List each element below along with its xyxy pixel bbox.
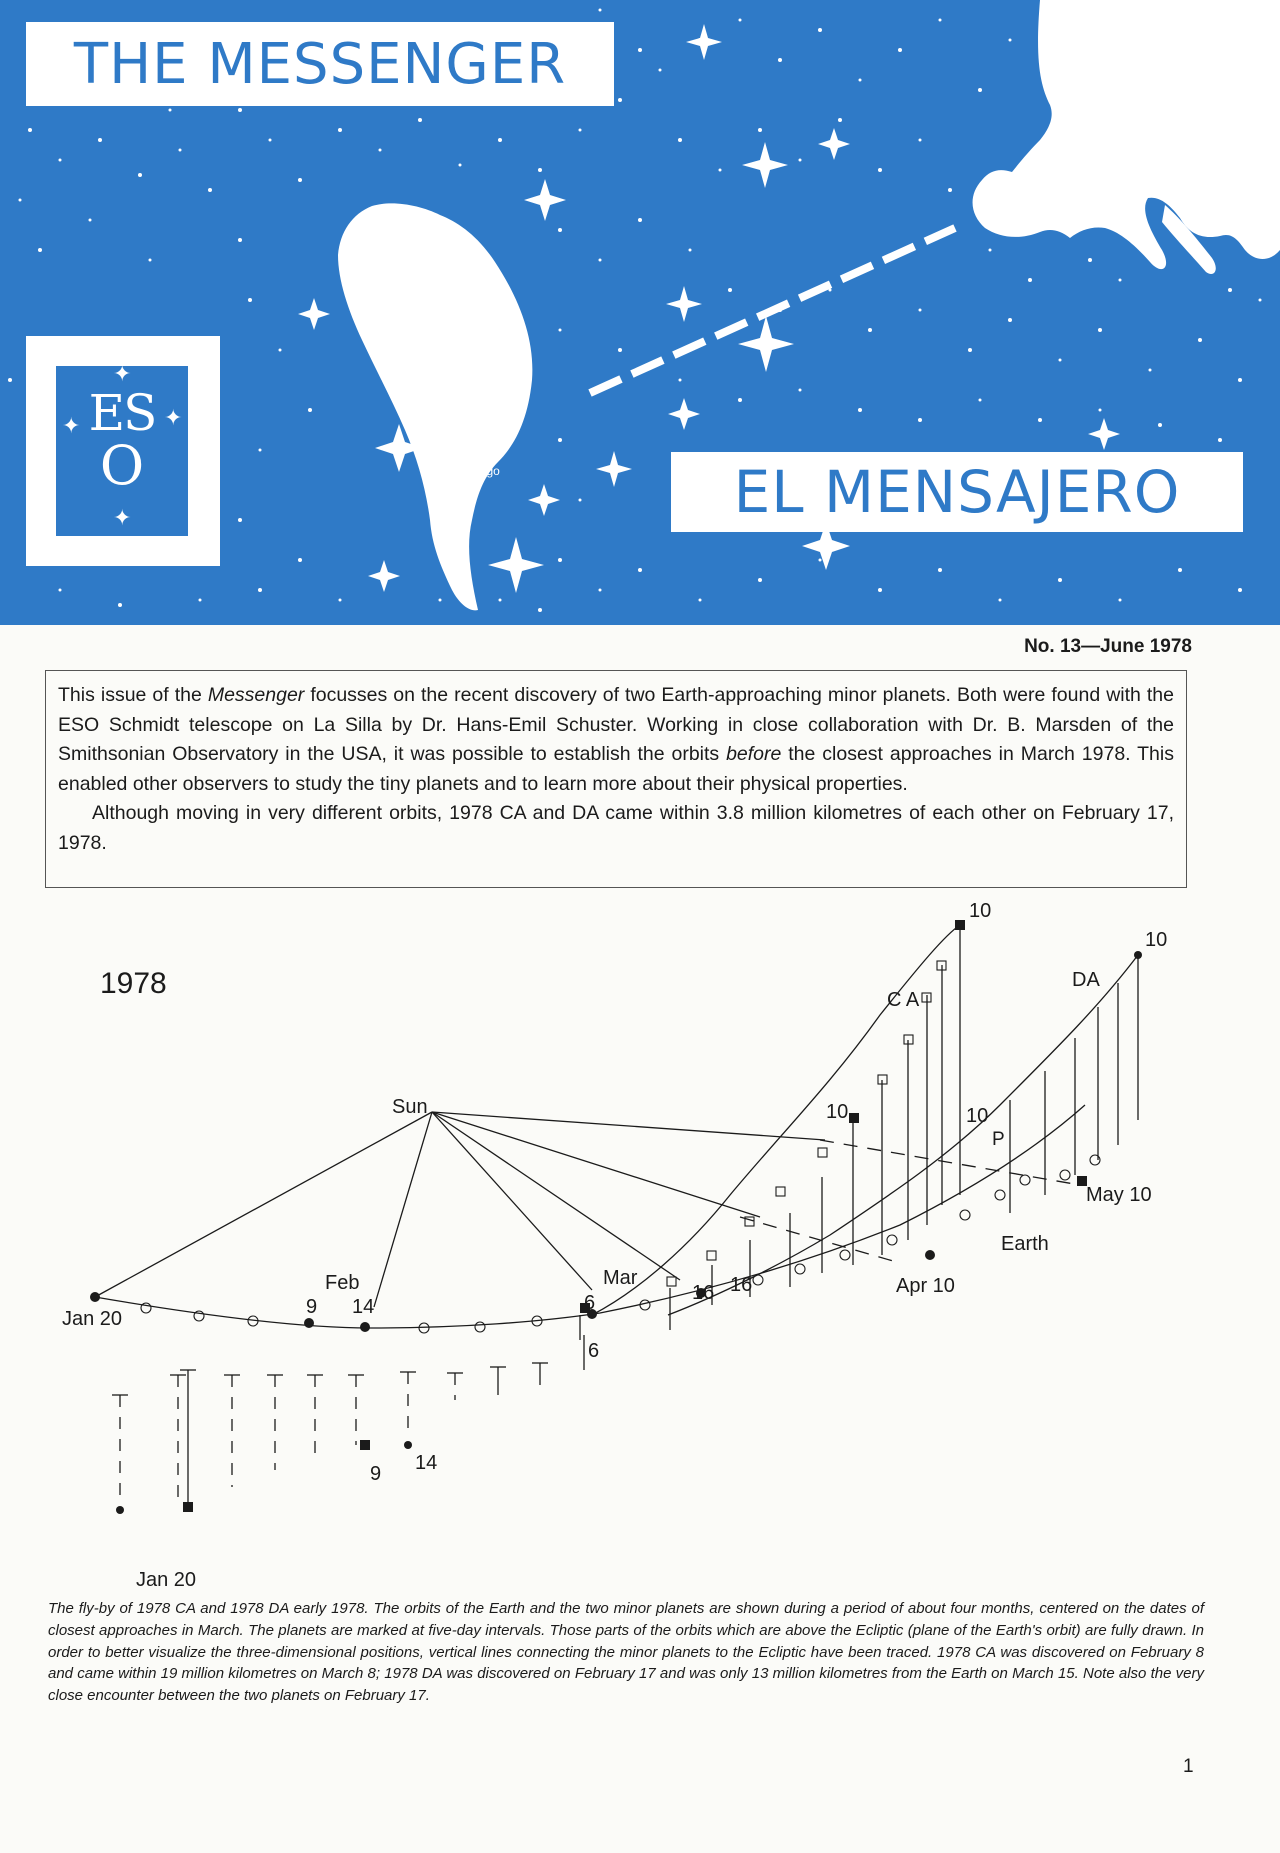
route-line bbox=[590, 228, 955, 393]
intro-paragraph-1: This issue of the Messenger focusses on the recent discovery of two Earth-approaching minor planets. Both were found with the ESO Schmidt telescope on La Silla by Dr. Hans-Emil Schuster. Working in close collaboration with Dr. B. Marsden of the Smithsonian Observatory in the USA, it was possible to establish the orbits before the closest approaches in March 1978. This enabled other observers to study the tiny planets and to learn more about their physical properties. bbox=[58, 684, 1175, 795]
ca-feb9-marker bbox=[360, 1440, 370, 1450]
feb14-below-marker bbox=[404, 1441, 412, 1449]
earth-jan20-marker bbox=[90, 1292, 100, 1302]
eso-logo-o: O bbox=[99, 434, 145, 497]
place-geneva: ● Geneva bbox=[1123, 147, 1173, 161]
label-ca-10: 10 bbox=[969, 900, 992, 922]
label-apr10: Apr 10 bbox=[896, 1275, 955, 1297]
issue-number: No. 13—June 1978 bbox=[1024, 636, 1192, 657]
figure-caption: The fly-by of 1978 CA and 1978 DA early 1978. The orbits of the Earth and the two minor planets are shown during a period of about four months, centered on the dates of closest approaches in March. The planets are marked at five-day intervals. Those parts of the orbits which are above the Ecliptic (plane of the Earth's orbit) are fully drawn. In order to better visualize the three-dimensional positions, vertical lines connecting the minor planets to the Ecliptic have been traced. 1978 CA was discovered on February 8 and came within 19 million kilometres on March 8; 1978 DA was discovered on February 17 and was only 13 million kilometres from the Earth on March 15. Note also the very close encounter between the two planets on February 17. bbox=[48, 1600, 1204, 1705]
orbit-figure bbox=[0, 895, 1280, 1595]
label-jan20-below: Jan 20 bbox=[136, 1569, 197, 1591]
page-number: 1 bbox=[1183, 1756, 1194, 1777]
earth-apr10-marker bbox=[925, 1250, 935, 1260]
label-p: P bbox=[992, 1129, 1005, 1150]
ca-10-marker bbox=[955, 920, 965, 930]
label-may10: May 10 bbox=[1086, 1184, 1152, 1206]
logo-star-icon: ✦ bbox=[164, 406, 183, 431]
earth-feb14-marker bbox=[360, 1322, 370, 1332]
europe-shape bbox=[973, 0, 1280, 269]
title-english: THE MESSENGER bbox=[26, 22, 614, 106]
label-da: DA bbox=[1072, 969, 1100, 991]
label-14b: 14 bbox=[415, 1452, 438, 1474]
place-santiago: ● Santiago bbox=[444, 464, 500, 478]
figure-year: 1978 bbox=[100, 967, 167, 1000]
south-america-shape bbox=[338, 203, 532, 610]
jan20-below-marker bbox=[116, 1506, 124, 1514]
label-6: 6 bbox=[584, 1292, 596, 1314]
logo-star-icon: ✦ bbox=[62, 414, 81, 439]
below-ecliptic-drops bbox=[112, 1335, 584, 1507]
intro-box bbox=[45, 670, 1187, 888]
da-10-marker bbox=[1134, 951, 1142, 959]
label-14: 14 bbox=[352, 1296, 375, 1318]
label-9: 9 bbox=[306, 1296, 318, 1318]
logo-star-icon: ✦ bbox=[113, 506, 132, 531]
label-da-10: 10 bbox=[1145, 929, 1168, 951]
eso-logo bbox=[56, 362, 188, 536]
place-munich: ● Munich bbox=[1145, 130, 1192, 144]
label-ca: C A bbox=[887, 989, 920, 1011]
eso-logo-es: ES bbox=[88, 384, 156, 442]
label-9b: 9 bbox=[370, 1463, 382, 1485]
planet-positions bbox=[90, 920, 1142, 1514]
label-6b: 6 bbox=[588, 1340, 600, 1362]
label-earth: Earth bbox=[1001, 1233, 1049, 1255]
label-p-10: 10 bbox=[966, 1105, 989, 1127]
intro-paragraph-2: Although moving in very different orbits, 1978 CA and DA came within 3.8 million kilometres of each other on February 17, 1978. bbox=[58, 802, 1174, 854]
ca-jan20-marker bbox=[183, 1502, 193, 1512]
orbit-lines bbox=[95, 925, 1138, 1507]
title-spanish: EL MENSAJERO bbox=[671, 452, 1243, 532]
earth-feb9-marker bbox=[304, 1318, 314, 1328]
label-16a: 16 bbox=[692, 1282, 715, 1304]
label-16b: 16 bbox=[730, 1274, 753, 1296]
ca-mid-10-marker bbox=[849, 1113, 859, 1123]
masthead bbox=[0, 0, 1280, 625]
logo-star-icon: ✦ bbox=[113, 362, 132, 387]
place-la-silla: ● La Silla bbox=[438, 425, 486, 439]
place-la-serena: ● La Serena bbox=[438, 440, 502, 454]
eso-logo-frame bbox=[26, 336, 220, 566]
label-sun: Sun bbox=[392, 1096, 428, 1118]
label-jan20: Jan 20 bbox=[62, 1308, 123, 1330]
label-mar: Mar bbox=[603, 1267, 638, 1289]
label-feb: Feb bbox=[325, 1272, 360, 1294]
label-ca-mid-10: 10 bbox=[826, 1101, 849, 1123]
